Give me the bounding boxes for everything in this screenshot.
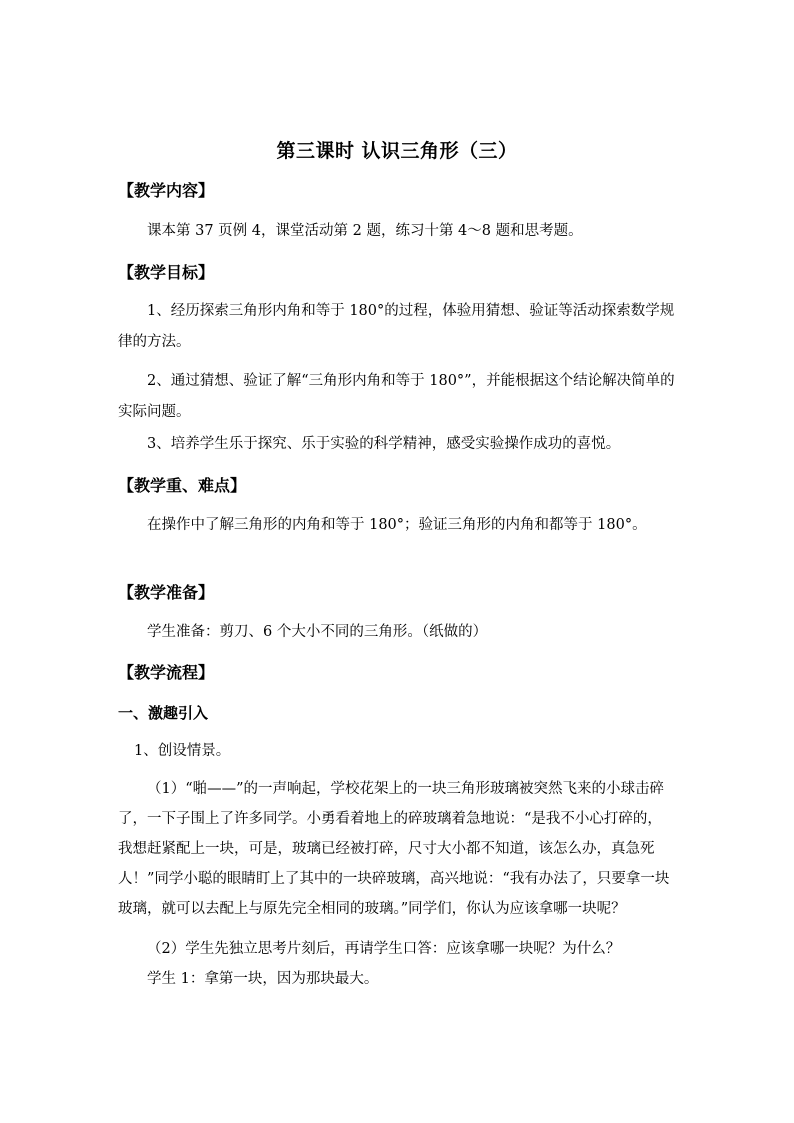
heading-teaching-goals: 【教学目标】: [118, 263, 215, 282]
goal-2: 2、通过猜想、验证了解“三角形内角和等于 180°”，并能根据这个结论解决简单的实际问题。: [118, 373, 675, 420]
question-line: （2）学生先独立思考片刻后，再请学生口答：应该拿哪一块呢？为什么？: [147, 941, 621, 957]
student-answer-1: 学生 1：拿第一块，因为那块最大。: [147, 971, 379, 987]
step-1: 1、创设情景。: [134, 743, 231, 759]
content-text: 课本第 37 页例 4，课堂活动第 2 题，练习十第 4～8 题和思考题。: [147, 223, 583, 239]
goal-1: 1、经历探索三角形内角和等于 180°的过程，体验用猜想、验证等活动探索数学规律的方法。: [118, 303, 675, 350]
page-title: 第三课时 认识三角形（三）: [276, 140, 518, 162]
part-1-heading: 一、激趣引入: [118, 704, 209, 722]
goal-3: 3、培养学生乐于探究、乐于实验的科学精神，感受实验操作成功的喜悦。: [147, 436, 621, 452]
story-paragraph: （1）“啪——”的一声响起，学校花架上的一块三角形玻璃被突然飞来的小球击碎了，一下子围上了许多同学。小勇看着地上的碎玻璃着急地说：“是我不小心打碎的，我想赶紧配上一块，可是，玻璃已经被打碎，尺寸大小都不知道，该怎么办，真急死人！”同学小聪的眼睛盯上了其中的一块碎玻璃，高兴地说：“我有办法了，只要拿一块玻璃，就可以去配上与原先完全相同的玻璃。”同学们，你认为应该拿哪一块呢？: [118, 781, 670, 917]
heading-key-points: 【教学重、难点】: [118, 476, 247, 495]
preparation-text: 学生准备：剪刀、6 个大小不同的三角形。（纸做的）: [147, 624, 488, 640]
heading-preparation: 【教学准备】: [118, 583, 215, 602]
key-points-text: 在操作中了解三角形的内角和等于 180°；验证三角形的内角和都等于 180°。: [147, 517, 647, 533]
heading-teaching-flow: 【教学流程】: [118, 663, 215, 682]
heading-teaching-content: 【教学内容】: [118, 181, 215, 200]
